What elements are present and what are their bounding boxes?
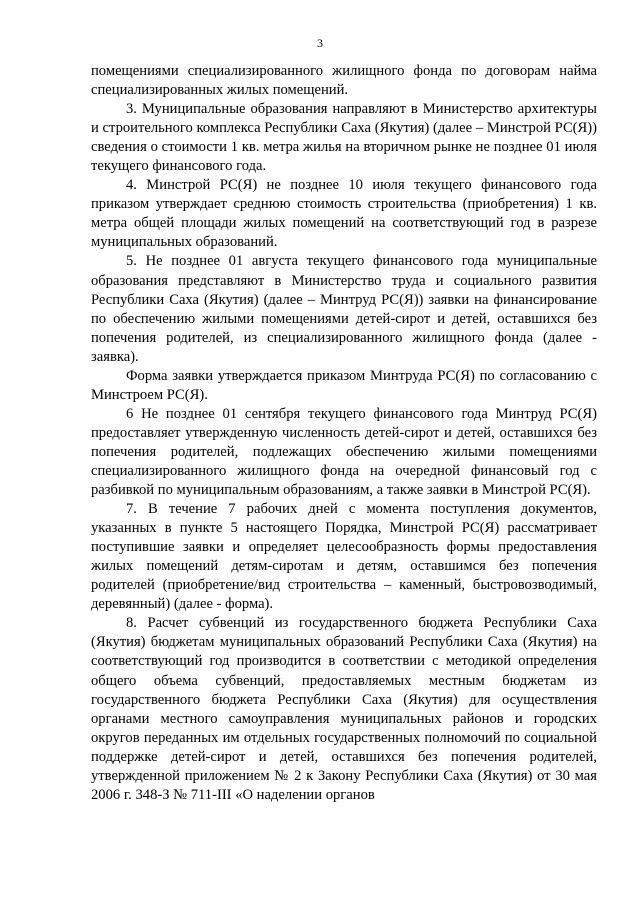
- paragraph-item-5-form: Форма заявки утверждается приказом Минтруда РС(Я) по согласованию с Минстроем РС(Я).: [91, 367, 597, 403]
- document-body: [91, 62, 597, 805]
- paragraph-item-4: 4. Минстрой РС(Я) не позднее 10 июля текущего финансового года приказом утверждает среднюю стоимость строительства (приобретения) 1 кв. метра общей площади жилых помещений на соответствующий год в разрезе муниципальных образований.: [91, 177, 597, 251]
- paragraph-item-5: 5. Не позднее 01 августа текущего финансового года муниципальные образования представляют в Министерство труда и социального развития Республики Саха (Якутия) (далее – Минтруд РС(Я)) заявки на финансирование по обеспечению жилыми помещениями детей-сирот и детей, оставшихся без попечения родителей, из специализированного жилищного фонда (далее - заявка).: [91, 253, 597, 365]
- paragraph-item-3: 3. Муниципальные образования направляют в Министерство архитектуры и строительного комплекса Республики Саха (Якутия) (далее – Минстрой РС(Я)) сведения о стоимости 1 кв. метра жилья на вторичном рынке не позднее 01 июля текущего финансового года.: [91, 101, 597, 175]
- paragraph-item-8: 8. Расчет субвенций из государственного бюджета Республики Саха (Якутия) бюджетам муниципальных образований Республики Саха (Якутия) на соответствующий год производится в соответствии с методикой определения общего объема субвенций, предоставляемых местным бюджетам из государственного бюджета Республики Саха (Якутия) для осуществления органами местного самоуправления муниципальных районов и городских округов переданных им отдельных государственных полномочий по социальной поддержке детей-сирот и детей, оставшихся без попечения родителей, утвержденной приложением № 2 к Закону Республики Саха (Якутия) от 30 мая 2006 г. 348-З № 711-III «О наделении органов: [91, 615, 597, 803]
- paragraph-item-6: 6 Не позднее 01 сентября текущего финансового года Минтруд РС(Я) предоставляет утвержденную численность детей-сирот и детей, оставшихся без попечения родителей, подлежащих обеспечению жилыми помещениями специализированного жилищного фонда на очередной финансовый год с разбивкой по муниципальным образованиям, а также заявки в Минстрой РС(Я).: [91, 405, 597, 499]
- page-number: 3: [317, 36, 323, 50]
- paragraph-item-7: 7. В течение 7 рабочих дней с момента поступления документов, указанных в пункте 5 настоящего Порядка, Минстрой РС(Я) рассматривает поступившие заявки и определяет целесообразность формы предоставления жилых помещений детям-сиротам и детям, оставшимся без попечения родителей (приобретение/вид строительства – каменный, быстровозводимый, деревянный) (далее - форма).: [91, 501, 597, 613]
- paragraph-continuation: помещениями специализированного жилищного фонда по договорам найма специализированных жилых помещений.: [91, 63, 597, 99]
